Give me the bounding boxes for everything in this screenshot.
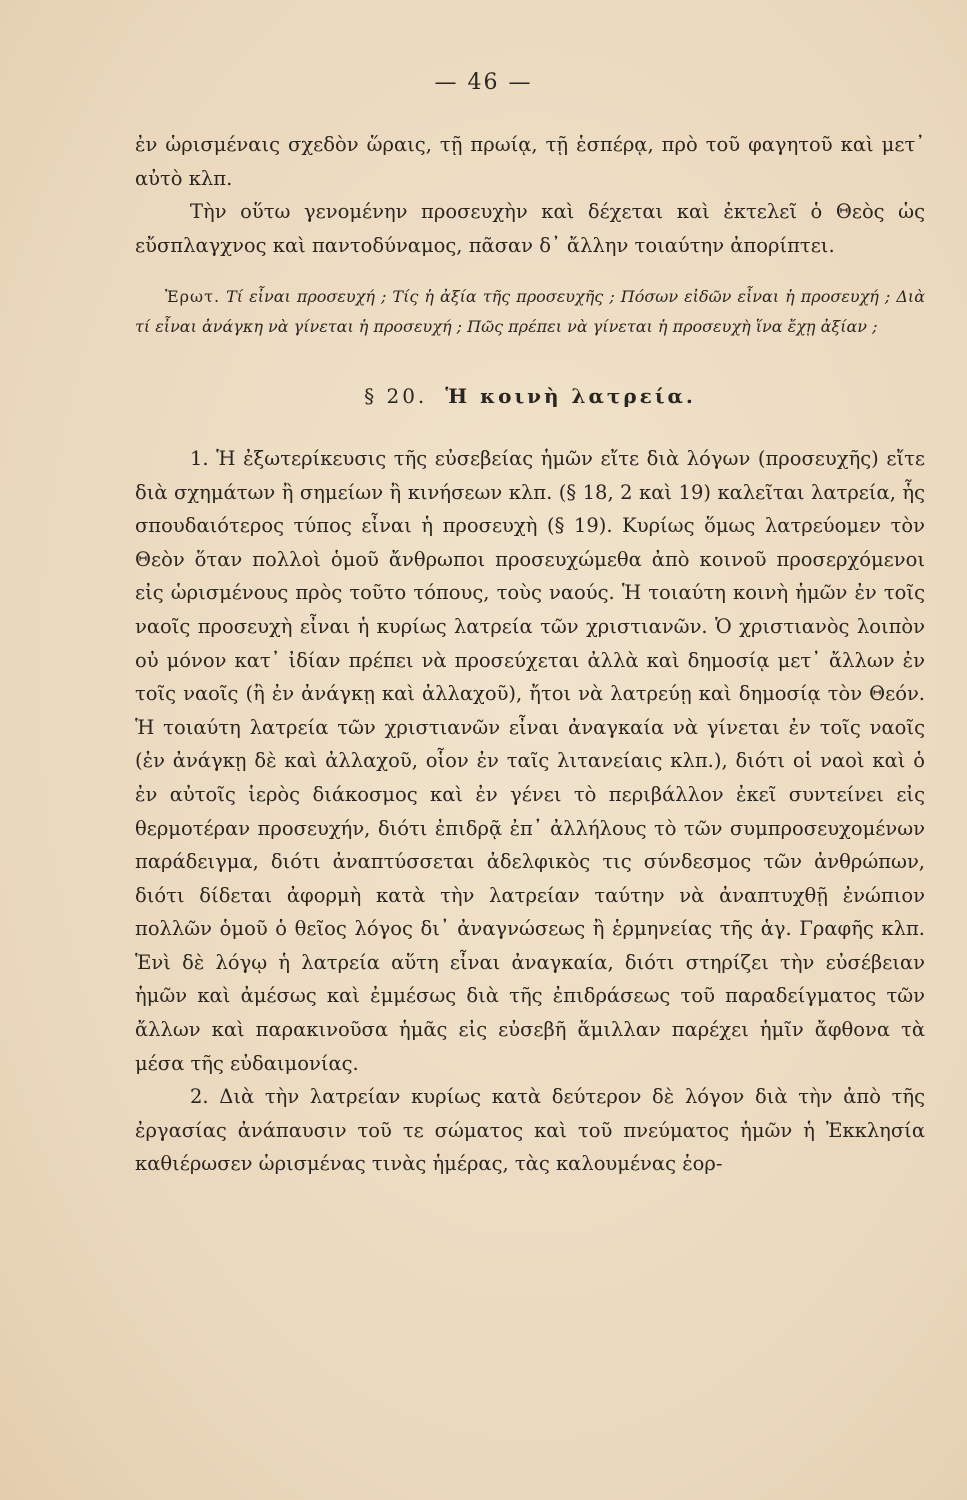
review-questions (135, 282, 925, 342)
paragraph-1: 1. Ἡ ἐξωτερίκευσις τῆς εὐσεβείας ἡμῶν εἴτε διὰ λόγων (προσευχῆς) εἴτε διὰ σχημάτων ἢ σημείων ἢ κινήσεων κλπ. (§ 18, 2 καὶ 19) καλεῖται λατρεία, ἧς σπουδαιότερος τύπος εἶναι ἡ προσευχὴ (§ 19). Κυρίως ὅμως λατρεύομεν τὸν Θεὸν ὅταν πολλοὶ ὁμοῦ ἄνθρωποι προσευχώμεθα ἀπὸ κοινοῦ προσερχόμενοι εἰς ὡρισμένους πρὸς τοῦτο τόπους, τοὺς ναούς. Ἡ τοιαύτη κοινὴ ἡμῶν ἐν τοῖς ναοῖς προσευχὴ εἶναι ἡ κυρίως λατρεία τῶν χριστιανῶν. Ὁ χριστιανὸς λοιπὸν οὐ μόνον κατ᾽ ἰδίαν πρέπει νὰ προσεύχεται ἀλλὰ καὶ δημοσίᾳ μετ᾽ ἄλλων ἐν τοῖς ναοῖς (ἢ ἐν ἀνάγκῃ καὶ ἀλλαχοῦ), ἤτοι νὰ λατρεύῃ καὶ δημοσίᾳ τὸν Θεόν. Ἡ τοιαύτη λατρεία τῶν χριστιανῶν εἶναι ἀναγκαία νὰ γίνεται ἐν τοῖς ναοῖς (ἐν ἀνάγκῃ δὲ καὶ ἀλλαχοῦ, οἷον ἐν ταῖς λιτανείαις κλπ.), διότι οἱ ναοὶ καὶ ὁ ἐν αὐτοῖς ἱερὸς διάκοσμος καὶ ἐν γένει τὸ περιβάλλον ἐκεῖ συντείνει εἰς θερμοτέραν προσευχήν, διότι ἐπιδρᾷ ἐπ᾽ ἀλλήλους τὸ τῶν συμπροσευχομένων παράδειγμα, διότι ἀναπτύσσεται ἀδελφικὸς τις σύνδεσμος τῶν ἀνθρώπων, διότι δίδεται ἀφορμὴ κατὰ τὴν λατρείαν ταύτην νὰ ἀναπτυχθῇ ἐνώπιον πολλῶν ὁμοῦ ὁ θεῖος λόγος δι᾽ ἀναγνώσεως ἢ ἑρμηνείας τῆς ἁγ. Γραφῆς κλπ. Ἑνὶ δὲ λόγῳ ἡ λατρεία αὕτη εἶναι ἀναγκαία, διότι στηρίζει τὴν εὐσέβειαν ἡμῶν καὶ ἀμέσως καὶ ἐμμέσως διὰ τῆς ἐπιδράσεως τοῦ παραδείγματος τῶν ἄλλων καὶ παρακινοῦσα ἡμᾶς εἰς εὐσεβῆ ἅμιλλαν παρέχει ἡμῖν ἄφθονα τὰ μέσα τῆς εὐδαιμονίας. (135, 446, 925, 1075)
page-number: — 46 — (434, 70, 533, 95)
section-number: § 20. (364, 384, 428, 409)
section-title: Ἡ κοινὴ λατρεία. (445, 384, 696, 409)
paragraph-2: 2. Διὰ τὴν λατρείαν κυρίως κατὰ δεύτερον δὲ λόγον διὰ τὴν ἀπὸ τῆς ἐργασίας ἀνάπαυσιν τοῦ τε σώματος καὶ τοῦ πνεύματος ἡμῶν ἡ Ἐκκλησία καθιέρωσεν ὡρισμένας τινὰς ἡμέρας, τὰς καλουμένας ἑορ- (135, 1085, 925, 1176)
section-heading (135, 380, 925, 414)
intro-line: ἐν ὡρισμέναις σχεδὸν ὥραις, τῇ πρωίᾳ, τῇ ἑσπέρᾳ, πρὸ τοῦ φαγητοῦ καὶ μετ᾽ αὐτὸ κλπ. (135, 133, 925, 190)
page-body (135, 128, 925, 1181)
questions-text: Τί εἶναι προσευχή ; Τίς ἡ ἀξία τῆς προσευχῆς ; Πόσων εἰδῶν εἶναι ἡ προσευχή ; Διὰ τί εἶναι ἀνάγκη νὰ γίνεται ἡ προσευχή ; Πῶς πρέπει νὰ γίνεται ἡ προσευχὴ ἵνα ἔχῃ ἀξίαν ; (135, 287, 925, 337)
intro-paragraph: Τὴν οὕτω γενομένην προσευχὴν καὶ δέχεται καὶ ἐκτελεῖ ὁ Θεὸς ὡς εὔσπλαγχνος καὶ παντοδύναμος, πᾶσαν δ᾽ ἄλλην τοιαύτην ἀπορίπτει. (135, 200, 925, 257)
questions-label: Ἐρωτ. (165, 287, 221, 307)
